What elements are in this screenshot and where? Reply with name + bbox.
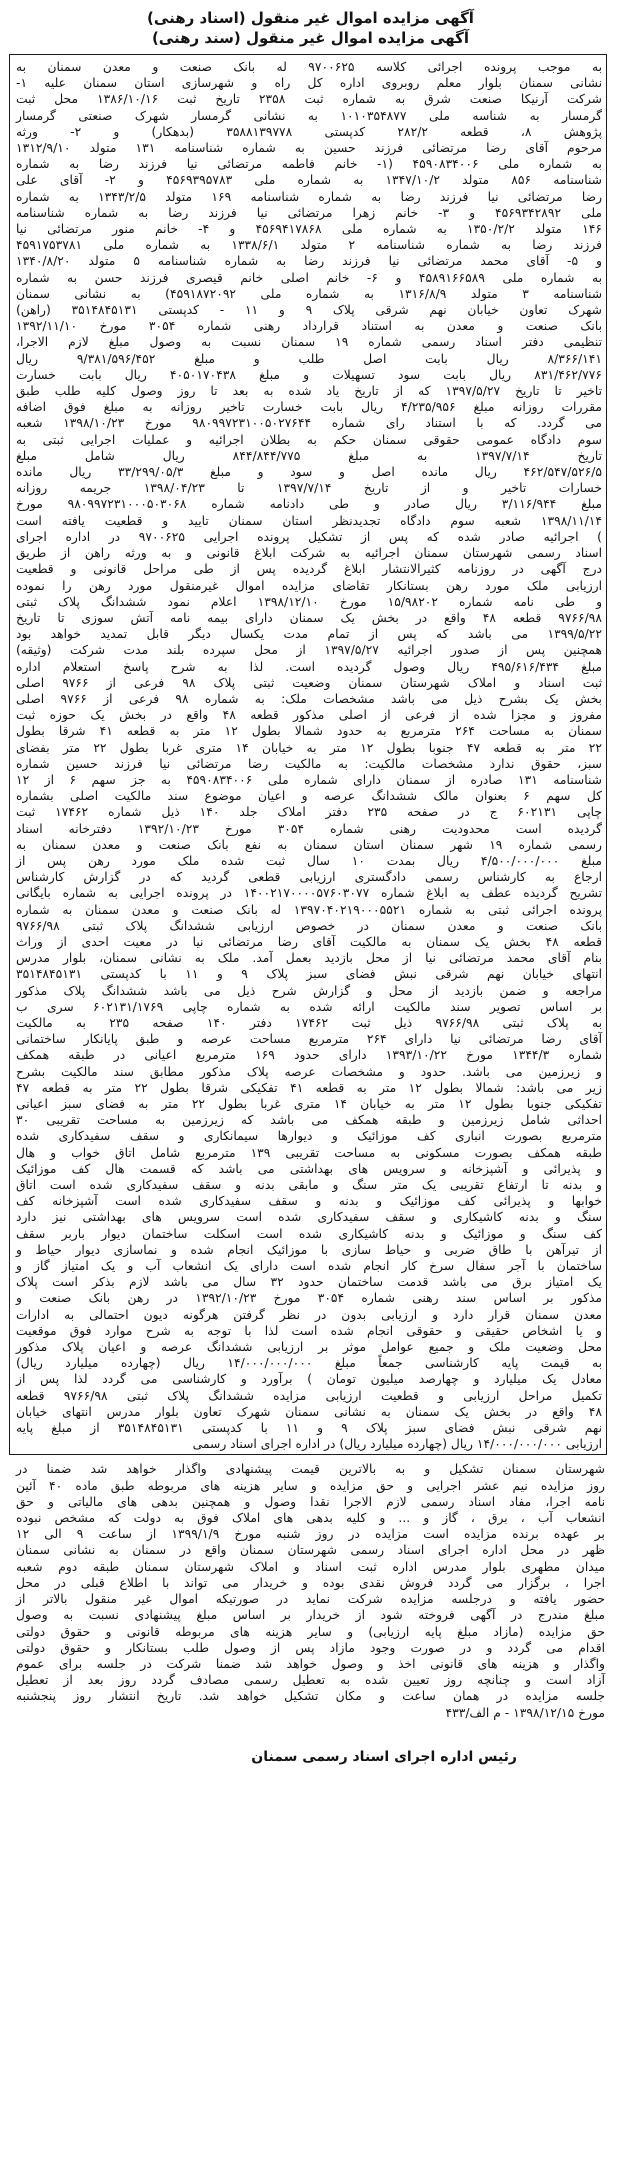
notice-line: تنظیمی دفتر اسناد رسمی شماره ۱۹ سمنان نسبت به وصول مبلغ لازم الاجرا، <box>16 335 602 350</box>
notice-line: و ۵- آقای محمد مرتضائی نیا فرزند رضا به شماره شناسنامه ۵ متولد ۱۳۴۰/۸/۲۰ <box>16 254 602 269</box>
notice-line: رضا مرتضائی نیا فرزند رضا به شماره شناسنامه ۱۶۹ متولد ۱۳۴۳/۲/۵ به شماره <box>16 189 603 204</box>
notice-line: و طی نامه شماره ۱۵/۹۸۲۰۲ مورخ ۱۳۹۸/۱۲/۱۰ اعلام نمود ششدانگ پلاک ثبتی <box>16 594 603 609</box>
notice-line: و یا اشخاص حقیقی و حقوقی انجام شده است لذا با توجه به شرح موارد فوق موقعیت <box>16 1323 602 1338</box>
notice-trailing-line: مبلغ مندرج در آگهی فروخته شود از خریدار بر اساس مبلغ پیشنهادی نسبت به وصول <box>16 1608 605 1623</box>
notice-trailing-text <box>16 1461 605 1720</box>
notice-line: ۱۳۹۸/۱۱/۱۴ شعبه سوم دادگاه تجدیدنظر استان سمنان تایید و قطعیت یافته است <box>16 513 602 528</box>
notice-line: تاریخ ۱۳۹۷/۷/۱۴ به مبلغ ۸۴۴/۸۴۴/۷۷۵ ریال شامل مبلغ <box>16 448 602 463</box>
notice-line: آقای رضا مرتضائی نیا دارای ۲۶۴ مترمربع مساحت عرصه و طبق پایانکار ساختمانی <box>16 1032 602 1047</box>
notice-line: ۱۳۹۹/۵/۲۲ می باشد که پس از تمام مدت یکسال دیگر قابل تمدید خواهد بود <box>16 627 602 642</box>
notice-line: ارزیابی ملک مورد رهن بستانکار تقاضای مزایده اموال غیرمنقول مورد رهن را نموده <box>16 578 602 593</box>
notice-trailing-line: اجرا ، برگزار می گردد فروش نقدی بوده و خریدار می تواند با اطلاع قبلی در محل <box>16 1575 605 1590</box>
notice-line: مبلغ ۴/۵۰۰/۰۰۰/۰۰۰ ریال بمدت ۱۰ سال ثبت شده ملک مورد رهن پس از <box>16 853 603 868</box>
notice-line: تاخیر تا تاریخ ۱۳۹۷/۵/۲۷ که از تاریخ یاد شده به بعد تا روز وصول کلیه طلب طبق <box>16 384 602 399</box>
notice-line: ساختمان با آجر سفال سرخ کار انجام شده است دارای یک انشعاب آب و یک امتیاز گاز و <box>16 1259 602 1274</box>
notice-line: قطعه ۴۸ بخش یک سمنان به مالکیت آقای رضا مرتضائی نیا در معیت احدی از وراث <box>16 934 602 949</box>
notice-line: تفکیکی جنوبا بطول ۱۲ متر به خیابان ۱۴ متری غربا بطول ۲۲ متر به فضای سبز اعیانی <box>16 1097 602 1111</box>
notice-line: همچنین پس از صدور اجرائیه ۱۳۹۷/۵/۲۷ از محل سپرده بلند مدت شرکت (وثیقه) <box>16 643 603 658</box>
notice-line: چاپی ۶۰۲۱۳۱ ج در صفحه ۲۳۵ دفتر املاک جلد ۱۴۰ ذیل شماره ۱۷۴۶۲ ثبت <box>16 805 602 820</box>
notice-line: شناسنامه ۱۳۱ صادره از سمنان دارای شماره ملی ۴۵۹۰۸۳۴۰۰۶ به جز سهم ۶ از ۱۲ <box>16 772 602 787</box>
notice-line: شهرک تعاون خیابان نهم شرقی پلاک ۹ و ۱۱ - کدپستی ۳۵۱۴۸۴۵۱۳۱ (راهن) <box>16 303 602 318</box>
notice-line: و زیرزمین می باشد. حدود و مشخصات عرصه پلاک مذکور مطابق سند مالکیت بشرح <box>16 1064 602 1079</box>
notice-line: مترمربع بصورت انباری کف موزائیک و دیوارها سیمانکاری و سقف سفیدکاری شده <box>16 1129 602 1144</box>
notice-line: سبز، حقوق ندارد مشخصات مالکیت: به مالکیت رضا مرتضائی نیا فرزند حسین شماره <box>16 756 602 771</box>
notice-line: سمنان به مساحت ۲۶۴ مترمربع به حدود شمالا بطول ۱۲ متر به قطعه ۴۱ شرقا بطول <box>16 724 602 739</box>
notice-line: گردیده است محدودیت رهنی شماره ۳۰۵۴ مورخ ۱۳۹۲/۱۰/۲۳ دفترخانه اسناد <box>16 821 603 836</box>
notice-line: بانک صنعت و معدن به استناد قرارداد رهنی شماره ۳۰۵۴ مورخ ۱۳۹۲/۱۱/۱۰ <box>16 319 602 334</box>
notice-line: طبقه همکف بصورت مسکونی به مساحت تقریبی ۱۳۹ مترمربع شامل اتاق خواب و هال <box>16 1145 602 1160</box>
notice-line: مقررات روزانه مبلغ ۴/۲۳۵/۹۵۶ ریال بابت خسارت تاخیر روزانه به مبلغ فوق اضافه <box>16 400 602 415</box>
notice-line: بانک صنعت و معدن سمنان در خصوص ارزیابی ششدانگ پلاک ثبتی ۹۷۶۶/۹۸ <box>16 918 602 933</box>
notice-trailing-line: جلسه مزایده در همان ساعت و مکان تشکیل خواهد شد. تاریخ انتشار روز پنجشنبه <box>16 1689 605 1704</box>
notice-line: مذکور بر اساس سند رهنی شماره ۳۰۵۴ مورخ ۱۳۹۲/۱۰/۲۳ در رهن بانک صنعت و <box>16 1291 603 1306</box>
notice-line: ۹۷۶۶/۹۸ قطعه ۴۸ واقع در بخش یک سمنان دارای بیمه نامه آتش سوزی تا تاریخ <box>16 610 602 625</box>
notice-line: ملی ۴۵۶۹۳۴۲۸۹۲ و ۳- خانم زهرا مرتضائی نیا فرزند رضا به شماره شناسنامه <box>16 205 602 220</box>
notice-trailing-line: حضور یافته و درجلسه مزایده شرکت نماید در صورتیکه اموال غیر منقول بالاتر از <box>16 1592 605 1607</box>
notice-line: ۸۳۱/۴۶۲/۷۷۶ ریال بابت سود تسهیلات و مبلغ ۴۰۵۰۱۷۰۴۳۸ ریال بابت خسارت <box>16 367 602 382</box>
notice-line: خسارات تاخیر و از تاریخ ۱۳۹۷/۷/۱۴ تا ۱۳۹۸/۰۴/۲۳ جریمه روزانه <box>16 481 603 496</box>
notice-line: انتهای خیابان نهم شرقی نبش فضای سبز پلاک ۹ و ۱۱ با کدپستی ۳۵۱۴۸۴۵۱۳۱ <box>16 967 603 982</box>
notice-trailing-line: مورخ ۱۳۹۸/۱۲/۱۵ - م الف/۴۳۳ <box>445 1705 605 1720</box>
notice-subtitle: آگهی مزایده اموال غیر منقول (سند رهنی) <box>151 29 470 47</box>
notice-line: شناسنامه ۳ متولد ۱۳۱۶/۸/۹ به شماره ملی ۴۵۹۱۸۷۲۰۹۲) به نشانی سمنان <box>16 286 602 301</box>
notice-line: پژوهش ۸، قطعه ۲۸۲/۲ کدپستی ۳۵۸۸۱۳۹۷۷۸ (بدهکار) و ۲- ورثه <box>16 124 602 139</box>
notice-trailing-line: واگذار و هزینه های قانونی اخذ و وصول خواهد شد ضمنا شرکت در جلسه برای عموم <box>16 1656 605 1671</box>
notice-line: مراجعه و ضمن بازدید از محل و گزارش شرح ذیل می باشد ششدانگ پلاک مذکور <box>16 983 602 998</box>
notice-line: پرونده اجرائی ثبتی به شماره ۱۳۹۷۰۴۰۲۱۹۰۰۰۵۵۲۱ له بانک صنعت و معدن سمنان به شماره <box>16 902 602 917</box>
notice-line: گرمسار به شناسه ملی ۱۰۱۰۳۵۴۸۷۷ به نشانی گرمسار شهرک صنعتی گرمسار <box>16 108 602 123</box>
signature-line: رئیس اداره اجرای اسناد رسمی سمنان <box>251 1748 517 1765</box>
notice-boxed-body <box>9 54 607 1455</box>
notice-line: شماره ۱۳۴۴/۳ مورخ ۱۳۹۳/۱۰/۲۲ دارای حدود ۱۶۹ مترمربع اعیانی در طبقه همکف <box>16 1048 603 1063</box>
notice-line: خوابها و پذیرائی کف موزائیک و بدنه و سقف سفیدکاری شده است آشپزخانه کف <box>16 1194 602 1209</box>
notice-line: به موجب پرونده اجرائی کلاسه ۹۷۰۰۶۲۵ له بانک صنعت و معدن سمنان به <box>16 60 602 74</box>
notice-line: درج آگهی در روزنامه کثیرالانتشار ابلاغ گردیده پس از طی مراحل قانونی و قطعیت <box>16 562 602 577</box>
notice-trailing-line: نامه اجرا، مفاد اسناد رسمی لازم الاجرا نقدا وصول و همچنین بدهی های مالیاتی و حق <box>16 1494 605 1509</box>
notice-line: معدن سمنان قرار دارد و ارزیابی بدون در نظر گرفتن هرگونه دیون احتمالی به ادارات <box>16 1307 602 1322</box>
notice-trailing-line: اقدام می گردد و در صورت وجود مازاد پس از وصول طلب بستانکار و حقوق دولتی <box>16 1640 605 1655</box>
notice-trailing-line: میدان مطهری بلوار مدرس اداره ثبت اسناد و املاک شهرستان سمنان طبقه دوم شعبه <box>16 1559 605 1574</box>
notice-line: مبلغ ۳/۱۱۶/۹۴۴ ریال صادر و طی دادنامه شماره ۹۸۰۹۹۷۲۳۱۰۰۰۵۰۳۰۶۸ مورخ <box>16 497 602 512</box>
notice-line: محل وضعیت ملک و جمیع عوامل موثر بر ارزیابی ششدانگ عرصه و اعیان پلاک مذکور <box>16 1340 602 1355</box>
notice-line: تشریح گردیده عطف به ابلاغ شماره ۱۴۰۰۲۱۷۰۰۰۰۵۷۶۰۳۰۷۷ در پرونده اجرایی به شماره بایگانی <box>16 886 602 901</box>
notice-trailing-line: روز مزایده نیم عشر اجرایی و حق مزایده و سایر هزینه های مربوطه طبق ماده ۴۰ آئین <box>16 1478 605 1493</box>
notice-line: نشانی سمنان بلوار معلم روبروی اداره کل راه و شهرسازی استان سمنان علیه ۱- <box>16 76 602 91</box>
notice-line: فرزند رضا به شماره شناسنامه ۲ متولد ۱۳۳۸/۶/۱ به شماره ملی ۴۵۹۱۷۵۳۷۸۱ <box>16 238 603 253</box>
notice-trailing-line: حق مزایده (مازاد مبلغ پایه ارزیابی) و سایر هزینه های مربوطه قانونی و حقوق دولتی <box>16 1624 605 1639</box>
notice-line: اسناد رسمی شهرستان سمنان اجرائیه به شرکت ابلاغ قانونی و به ورثه راهن از طریق <box>16 546 602 561</box>
notice-body-text <box>16 59 602 1452</box>
notice-line: ثبت اسناد و املاک شهرستان سمنان وضعیت ثبتی پلاک ۹۸ فرعی از ۹۷۶۶ اصلی <box>16 675 602 690</box>
notice-trailing-line: شهرستان سمنان تشکیل و به بالاترین قیمت پیشنهادی واگذار خواهد شد ضمنا در <box>16 1462 605 1477</box>
notice-line: سنگ و بدنه کاشیکاری و سقف سفیدکاری شده است سرویس های بهداشتی نیز دارد <box>16 1210 602 1225</box>
notice-line: ارجاع به کارشناس رسمی دادگستری ارزیابی قطعی گردید که در گزارش کارشناس <box>16 870 602 885</box>
notice-line: از تیرآهن با طاق ضربی و حیاط سازی با موزائیک انجام شده و نماسازی دیوار حیاط و <box>16 1242 602 1257</box>
notice-trailing-line: انشعاب آب ، برق ، گاز و ... و کلیه بدهی های املاک فوق به دولت که مشخص نبوده <box>16 1511 605 1526</box>
notice-line: ۸/۳۶۶/۱۴۱ ریال بابت اصل طلب و مبلغ ۹/۳۸۱/۵۹۶/۴۵۲ ریال <box>16 351 602 366</box>
notice-line: ۱۴۶ متولد ۱۳۵۰/۲/۲ به شماره ملی ۴۵۶۹۴۱۷۸۶۸ و ۴- خانم منور مرتضائی نیا <box>16 222 602 237</box>
notice-line: ۴۸ واقع در بخش یک سمنان به نشانی سمنان شهرک تعاون بلوار مدرس انتهای خیابان <box>16 1404 602 1419</box>
notice-line: رسمی شماره ۱۹ شهر سمنان استان سمنان به نفع بانک صنعت و معدن سمنان به <box>16 837 602 852</box>
notice-trailing-line: ظهر در محل اداره اجرای اسناد رسمی شهرستان سمنان واقع در سمنان به نشانی سمنان <box>16 1543 605 1558</box>
notice-line: بنام آقای محمد مرتضائی نیا از محل بازدید بعمل آمد. ملک به نشانی سمنان، بلوار مدرس <box>16 951 602 966</box>
notice-line: مرحوم آقای رضا مرتضائی فرزند حسین به شماره شناسنامه ۱۳۱ متولد ۱۳۱۲/۹/۱۰ <box>16 141 602 156</box>
notice-line: به قیمت پایه کارشناسی جمعاً مبلغ ۱۴/۰۰۰/۰۰۰/۰۰۰ ریال (چهارده میلیارد ریال) <box>16 1356 602 1371</box>
notice-line: شرکت آرنیکا صنعت شرق به شماره ثبت ۲۳۵۸ تاریخ ثبت ۱۳۸۶/۱۰/۱۶ محل ثبت <box>16 92 602 107</box>
notice-trailing-line: بر عهده برنده مزایده است مزایده در روز شنبه مورخ ۱۳۹۹/۱/۹ از ساعت ۹ الی ۱۲ <box>16 1527 605 1542</box>
notice-line: کل سهم ۶ بعنوان مالک ششدانگ عرصه و اعیان موضوع سند مالکیت اصلی بشماره <box>16 789 602 804</box>
notice-line: ۲۲ متر به قطعه ۴۷ جنوبا بطول ۱۲ متر به خیابان ۱۴ متری غربا بطول ۲۲ متر بفضای <box>16 740 602 755</box>
notice-line: مفروز و مجزا شده از فرعی از اصلی مذکور قطعه ۴۸ واقع در بخش یک حوزه ثبت <box>16 708 602 723</box>
notice-line: کف سنگ و موزائیک و بدنه کاشیکاری شده است اسکلت ساختمان دیوار باربر سقف <box>16 1226 602 1241</box>
notice-line: به پلاک ثبتی ۹۷۶۶/۹۸ ذیل ثبت ۱۷۴۶۲ دفتر ۱۴۰ صفحه ۲۳۵ به مالکیت <box>16 1015 602 1030</box>
notice-line: یک امتیاز برق می باشد قدمت ساختمان حدود ۳۲ سال می باشد لازم بذکر است پلاک <box>16 1275 602 1290</box>
notice-line: بخش یک بشرح ذیل می باشد مشخصات ملک: به شماره ۹۸ فرعی از ۹۷۶۶ اصلی <box>16 691 602 706</box>
notice-line: تکمیل مراحل ارزیابی و قطعیت ارزیابی مزایده ششدانگ پلاک ثبتی ۹۷۶۶/۹۸ قطعه <box>16 1388 602 1403</box>
notice-line: احداثی شامل زیرزمین و طبقه همکف می باشد که زیرزمین به مساحت تقریبی ۳۰ <box>16 1113 602 1128</box>
notice-line: معادل یک میلیارد و چهارصد میلیون تومان ) برآورد و کارشناسی می گردد لذا پس از <box>16 1372 602 1387</box>
notice-title: آگهی مزایده اموال غیر منقول (اسناد رهنی) <box>147 9 474 27</box>
notice-line: می گردد. که با استناد رای شماره ۹۸۰۹۹۷۲۳۱۰۰۵۰۲۷۶۴۴ مورخ ۱۳۹۸/۱۰/۲۳ شعبه <box>16 416 603 431</box>
notice-line: بر اساس تصویر سند مالکیت ارائه شده به شماره چاپی ۶۰۲۱۳۱/۱۷۶۹ سری ب <box>16 999 603 1014</box>
notice-line: ۴۶۲/۵۴۷/۵۲۶/۵ ریال مانده اصل و سود و مبلغ ۳۳/۲۹۹/۰۵/۳ ریال مانده <box>16 465 602 480</box>
notice-line: و بدنه تا ارتفاع تقریبی یک متر سنگ و مابقی بدنه و سقف سفیدکاری شده است اتاق <box>16 1178 602 1193</box>
notice-line: و پذیرائی و آشپزخانه و سرویس های بهداشتی می باشد که قسمت هال کف موزائیک <box>16 1161 602 1176</box>
notice-header <box>14 8 607 48</box>
notice-line: سوم دادگاه عمومی حقوقی سمنان حکم به بطلان اجرائیه و عملیات اجرایی ثبتی به <box>16 432 602 447</box>
notice-line: زیر می باشد: شمالا بطول ۱۲ متر به قطعه ۴۱ تفکیکی شرقا بطول ۲۲ متر به قطعه ۴۷ <box>16 1080 602 1095</box>
notice-line: شناسنامه ۸۵۶ متولد ۱۳۴۷/۱۰/۲ به شماره ملی ۴۵۶۹۳۹۵۷۸۳ و ۲- آقای علی <box>16 173 602 188</box>
notice-line: ارزیابی ۱۴/۰۰۰/۰۰۰/۰۰۰ ریال (چهارده میلیارد ریال) در اداره اجرای اسناد رسمی <box>192 1437 602 1452</box>
notice-line: نهم شرقی نبش فضای سبز پلاک ۹ و ۱۱ با کدپستی ۳۵۱۴۸۴۵۱۳۱ از مبلغ پایه <box>16 1421 602 1436</box>
notice-line: به شماره ملی ۴۵۹۰۸۳۴۰۰۶ (۱- خانم فاطمه مرتضائی نیا فرزند رضا به شماره <box>16 157 602 172</box>
notice-line: به شماره ملی ۴۵۸۹۱۶۶۵۸۹ و ۶- خانم اصلی خانم قیصری فرزند حسن به شماره <box>16 270 602 285</box>
notice-line: مبلغ ۴۹۵/۶۱۶/۴۳۴ ریال وصول گردیده است. لذا به شرح پاسخ استعلام اداره <box>16 659 602 674</box>
notice-trailing-line: آزاد است و چنانچه روز تعیین شده به تعطیل رسمی مصادف گردد روز بعد از تعطیل <box>16 1673 605 1688</box>
notice-line: ) اجرائیه صادر شده که پس از تشکیل پرونده اجرایی ۹۷۰۰۶۲۵ در اداره اجرای <box>16 529 602 544</box>
